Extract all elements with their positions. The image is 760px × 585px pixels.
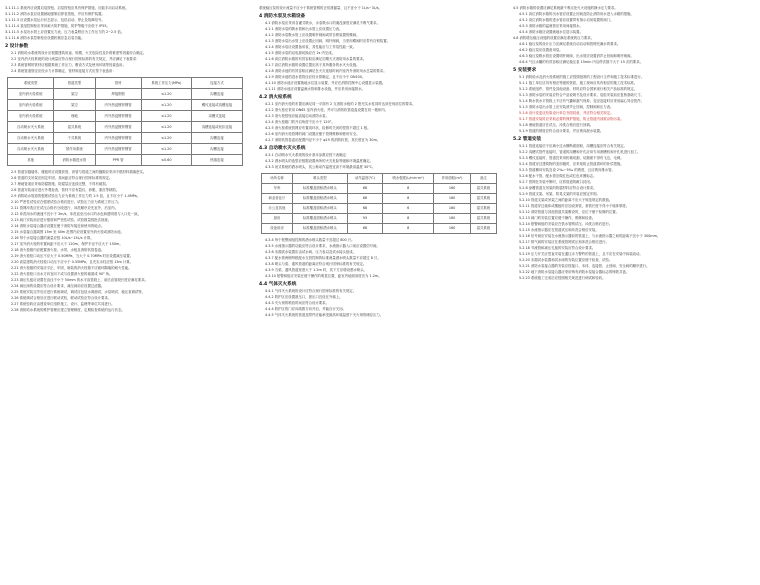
- table-cell: 内外热浸镀锌钢管: [95, 122, 141, 133]
- pipe-material-table: [7, 77, 243, 166]
- text-line: 5.2.10 管道支架或吊架之间的距离不应大于规范规定的数值。: [519, 198, 613, 202]
- text-line: 3.1.11.5 水泵出水管上应设置压力表，压力表量程应为工作压力的 2~2.5 倍。: [5, 30, 125, 34]
- table-cell: 沟槽式连接: [191, 111, 242, 122]
- text-line: 5.2.14 报警阀组的安装应在供水管网试压、冲洗合格后进行。: [519, 222, 613, 226]
- table-header-cell: 连接方式: [191, 78, 242, 89]
- text-line: 2.11 管网冲洗应在试压合格后分段进行，冲洗顺序应先室外、后室内。: [11, 206, 118, 210]
- table-cell: 沟槽连接: [191, 133, 242, 144]
- text-line: 4.2.7 消防软管卷盘应配置内径不小于 φ19 的消防软管，其长度宜为 30m。: [265, 138, 381, 142]
- table-row: [8, 144, 243, 155]
- text-line: 2.18 消火栓箱内应配置消火栓、水带、水枪及消防软管卷盘。: [11, 248, 105, 252]
- text-line: 4.3.1 自动喷水灭火系统的设计基本参数应按下表确定：: [265, 153, 350, 157]
- text-line: 5.2.20 末端试水装置和试水阀的安装位置应便于检查、试验。: [519, 258, 613, 262]
- table-cell: 标准覆盖面积洒水喷头: [292, 184, 347, 194]
- text-line: 4.4.4 防护区的门应向疏散方向开启，并能自行关闭。: [265, 307, 346, 311]
- col3-top-lines: [513, 5, 755, 65]
- table-cell: 内外热浸镀锌钢管: [95, 133, 141, 144]
- table-cell: 160: [434, 214, 470, 224]
- text-line: 5.2.16 信号阀应安装在水流指示器前的管道上，与水流指示器之间的距离不宜小于 300mm。: [519, 234, 661, 238]
- table-cell: 160: [434, 224, 470, 234]
- text-line: 4.1.8 消防水池的有效容积应满足在火灾延续时间内室内外消防用水总量的要求。: [265, 69, 387, 73]
- section-heading: 2 设计参数: [5, 44, 29, 49]
- text-line: 5.1.5 消防水泵出水管上应安装消声止回阀、控制阀和压力表。: [519, 105, 614, 109]
- table-cell: 沟槽连接: [191, 144, 242, 155]
- table-header-cell: 管道类型: [54, 78, 95, 89]
- table-cell: 预作用系统: [54, 144, 95, 155]
- table-cell: 160: [434, 204, 470, 214]
- text-line: 2.3 系统管网的管材应根据系统工作压力、敷设方式及使用环境等因素选用。: [11, 63, 126, 67]
- text-line: 2.17 室外消火栓的布置间距不应大于 120m，保护半径不应大于 150m。: [11, 242, 123, 246]
- table-row: [262, 224, 497, 234]
- table-row: [262, 184, 497, 194]
- text-line: 4.1.10 消防水池应设置就地水位显示装置，并应在消防控制中心设置显示装置。: [265, 81, 386, 85]
- col1-top-lines: [5, 5, 247, 41]
- text-line: 2.12 冲洗用水的流速不宜小于 3m/s，冲洗直至出水口的水色和透明度与入口处一致。: [11, 212, 141, 216]
- col2-lines-2: [259, 101, 501, 143]
- text-line: 2.15 水泵接合器周围 15m 至 40m 范围内应设置室外消火栓或消防水池。: [11, 230, 124, 234]
- text-line: 4.1.4 消防水泵应设置备用泵，其性能应与工作泵性能一致。: [265, 45, 357, 49]
- table-cell: 厨房: [262, 214, 293, 224]
- col1-mid-lines: [5, 50, 247, 74]
- column-right: [513, 5, 755, 581]
- text-line: 4.4.2 防护区应设置泄压口，泄压口宜设在外墙上。: [265, 295, 343, 299]
- section-heading: 5 安装要求: [513, 68, 537, 73]
- col3-lines-2: [513, 143, 755, 281]
- text-line: 4.1.3 消防水泵出水管上应设置止回阀、明杆闸阀，当采用蝶阀时应带有自锁装置。: [265, 39, 390, 43]
- table-cell: 内外热浸镀锌钢管: [95, 111, 141, 122]
- text-line: 2.10 严密性试验应在强度试验合格后进行，试验压力应为系统工作压力。: [11, 200, 122, 204]
- text-line: 2.27 系统验收应由建设单位组织施工、设计、监理等单位共同进行。: [11, 302, 115, 306]
- col2-lines-5: [259, 288, 501, 318]
- text-line: 5.1.9 管道的坡度应符合设计要求，并应坡向泄水装置。: [519, 129, 604, 133]
- highlighted-text-line: 5.1.6 设计变更应经原设计单位书面同意，并应符合相关规定。: [519, 111, 614, 115]
- text-line: 4.3.9 当梁、通风管道宽度大于 1.2m 时，其下方应增设洒水喷头。: [265, 268, 367, 272]
- table-cell: 湿式系统: [470, 204, 496, 214]
- table-cell: 办公及其他: [262, 204, 293, 214]
- text-line: 4.5.2 高位消防水箱的进水管应设置带有指示启闭装置的阀门。: [519, 18, 614, 22]
- text-line: 4.3.7 配水管两侧每根配水支管控制的标准流量洒水喷头数量不应超过 8 只。: [265, 256, 381, 260]
- section-heading: 4 消防水泵及水箱设备: [259, 14, 306, 19]
- col2-lines-1: [259, 20, 501, 92]
- text-line: 4.1.1 消防水泵的吸水管和出水管上应设置压力表。: [265, 27, 343, 31]
- table-cell: 68: [347, 204, 382, 214]
- table-cell: PPR 管: [95, 155, 141, 166]
- table-cell: ≤1.20: [141, 133, 191, 144]
- table-cell: 8: [383, 194, 434, 204]
- text-line: 2.7 埋地管道应采取防腐措施，防腐层应连续完整，不得有破损。: [11, 182, 110, 186]
- col1-bottom-lines: [5, 169, 247, 313]
- text-line: 4.2.5 消火栓系统管网应布置成环状，检修时关闭的竖管不超过 1 根。: [265, 126, 371, 130]
- text-line: 4.3.8 喷头与梁、通风管道的距离应符合现行国家标准的有关规定。: [265, 262, 367, 266]
- text-line: 4.1 消防水泵应采用自灌式吸水，水泵吸水口的淹没深度应满足不吸气要求。: [265, 21, 380, 25]
- table-row: [8, 89, 243, 100]
- table-header-cell: 喷头类型: [292, 174, 347, 184]
- text-line: 5.1.4 吸水管水平管段上不应有气囊和漏气现象，变径连接时应采用偏心异径管件。: [519, 99, 644, 103]
- table-cell: 内外热浸镀锌钢管: [95, 144, 141, 155]
- table-cell: 架空: [54, 100, 95, 111]
- text-line: 5.2.13 阀门的安装位置应便于操作、维修和检查。: [519, 216, 596, 220]
- col3-lines-1: [513, 74, 755, 134]
- table-cell: 湿式系统: [470, 214, 496, 224]
- text-line: 5.1 消防给水及消火栓系统的施工应按照批准的工程设计文件和施工技术标准进行。: [519, 75, 645, 79]
- table-cell: 标准覆盖面积洒水喷头: [292, 204, 347, 214]
- text-line: 4.2.1 室内消火栓的布置应满足同一平面有 2 支消防水枪的 2 股充实水柱同时达到任何部位的要求。: [265, 102, 416, 106]
- table-header-cell: 备注: [470, 174, 496, 184]
- text-line: 4.1.5 消防水泵的双电源切换应在 2s 内完成。: [265, 51, 336, 55]
- column-middle: [259, 5, 501, 581]
- text-line: 2.1 消防给水系统的设计应根据建筑用途、规模、火灾危险性及扑救难度等因素综合确定。: [11, 51, 147, 55]
- table-cell: 沟槽连接或丝扣连接: [191, 122, 242, 133]
- section-heading: 5.2 管道安装: [513, 137, 542, 142]
- text-line: 4.1.2 消防水泵吸水管上应设置明杆闸阀或带自锁装置的蝶阀。: [265, 33, 360, 37]
- text-line: 2.13 阀门安装前应进行强度和严密性试验，试验数量按批次抽查。: [11, 218, 112, 222]
- table-cell: 68: [347, 184, 382, 194]
- table-cell: 车库: [262, 184, 293, 194]
- highlighted-text-line: 5.1.7 管道安装时应采取必要的保护措施，防止管道内部被杂物污染。: [519, 117, 624, 121]
- col2-lines-4: [259, 237, 501, 279]
- text-line: 2.23 减压孔板应设置在直径不小于 50mm 的水平直管段上，前后直管段长度应满足要求。: [11, 278, 148, 282]
- text-line: 5.1.2 系统组件、管件及其他设备、材料应符合国家现行相关产品标准的规定。: [519, 87, 638, 91]
- text-line: 2.28 消防给水系统的维护管理应建立管理制度，定期检查系统的运行状态。: [11, 308, 125, 312]
- text-line: 4.1.7 高位消防水箱的设置位置应高于其所服务的水灭火设施。: [265, 63, 360, 67]
- text-line: 4.2.6 室内消火栓管网的阀门设置应便于管网维修和使用安全。: [265, 132, 360, 136]
- text-line: 5.2.1 管道连接后不应减小过水横断面面积，沟槽连接应符合有关规定。: [519, 144, 628, 148]
- text-line: 2.25 系统安装完毕后应进行系统调试，调试应包括水源测试、水泵调试、稳压泵调试等。: [11, 290, 146, 294]
- text-line: 2.8 管道安装前应进行外观检查，管材不应有裂纹、砂眼、重皮等缺陷。: [11, 188, 120, 192]
- text-line: 2.26 系统调试合格后应进行联动试验，联动试验应符合设计要求。: [11, 296, 112, 300]
- table-cell: 68: [347, 224, 382, 234]
- text-line: 4.4.3 灭火剂的喷放时间应符合设计要求。: [265, 301, 329, 305]
- text-line: 5.1.8 埋地管道应在试压、冲洗合格后进行回填。: [519, 123, 594, 127]
- text-line: 系统稳压泵的设计流量不应小于系统管网的正常泄漏量，且不宜小于 1L/s~3L/s。: [259, 6, 382, 10]
- table-cell: 8: [383, 184, 434, 194]
- text-line: 3.1.11.2 消防水泵应设置就地强制启停泵按钮，并应有保护装置。: [5, 12, 105, 16]
- table-cell: 热熔连接: [191, 155, 242, 166]
- table-cell: ≤1.20: [141, 111, 191, 122]
- text-line: 4.5.4 消防水箱应设置就地水位显示装置。: [519, 30, 583, 34]
- text-line: 2.19 消火栓栓口动压不应大于 0.50MPa，当大于 0.70MPa 时应设置减压装置。: [11, 254, 134, 258]
- table-cell: 设备用房: [262, 224, 293, 234]
- table-cell: 标准覆盖面积洒水喷头: [292, 194, 347, 204]
- text-line: 5.2.8 涂覆管道支吊架的防腐材料应符合设计要求。: [519, 186, 597, 190]
- table-header-cell: 动作温度(℃): [347, 174, 382, 184]
- table-cell: 螺纹连接或沟槽连接: [191, 100, 242, 111]
- table-cell: 160: [434, 194, 470, 204]
- text-line: 5.2.12 消防管道与其他管道共架敷设时，应位于便于检修的位置。: [519, 210, 620, 214]
- text-line: 2.24 减压阀的设置应符合设计要求，减压阀前应设置过滤器。: [11, 284, 105, 288]
- text-line: 2.5 管道穿越墙体、楼板时应设置套管，套管与管道之间的缝隙应采用不燃材料填塞密实。: [11, 170, 147, 174]
- table-cell: 湿式系统: [54, 122, 95, 133]
- section-heading: 4.2 消火栓系统: [259, 95, 292, 100]
- text-line: 4.6.2 稳压泵应设置备用泵。: [519, 48, 563, 52]
- text-line: 4.3.5 水流指示器的功能应符合设计要求，水流指示器入口前应设置信号阀。: [265, 244, 380, 248]
- text-line: 4.1.11 消防水池应设置溢流水管和排水设施，并应采用间接排水。: [265, 87, 366, 91]
- table-cell: 6: [383, 204, 434, 214]
- text-line: 4.6.4 气压水罐的有效容积应满足稳压泵 15min 内启停次数不大于 15 次的要求。: [519, 60, 643, 64]
- text-line: 5.2.15 水流指示器应在管道试压和冲洗合格后安装。: [519, 228, 599, 232]
- text-line: 4.1.6 高位消防水箱的有效容积应满足初期火灾消防用水量的要求。: [265, 57, 367, 61]
- table-cell: ≤1.20: [141, 100, 191, 111]
- text-line: 5.2.4 管道穿过建筑物的变形缝时，应采取防止管道损坏的补偿措施。: [519, 162, 624, 166]
- table-row: [262, 204, 497, 214]
- text-line: 5.2.18 节流管和减压孔板的安装应符合设计要求。: [519, 246, 596, 250]
- table-cell: 商业营业厅: [262, 194, 293, 204]
- text-line: 2.20 高层建筑消火栓栓口动压不应小于 0.35MPa，且充实水柱应按 13m 计算。: [11, 260, 134, 264]
- text-line: 5.2.19 压力开关应竖直安装在通往水力警铃的管道上，且不应在安装中拆装改动。: [519, 252, 643, 256]
- table-cell: ≤1.20: [141, 89, 191, 100]
- table-cell: 自动喷水灭火系统: [8, 122, 54, 133]
- text-line: 2.9 消防给水管道的强度试验压力应为系统工作压力的 1.5 倍，且不应小于 1.4MPa。: [11, 194, 141, 198]
- table-cell: 室内消火栓系统: [8, 100, 54, 111]
- table-header-cell: 系统工作压力(MPa): [141, 78, 191, 89]
- text-line: 5.2.6 配水干管、配水管应做红色或红色环圈标志。: [519, 174, 597, 178]
- table-header-cell: 喷水强度(L/min·m²): [383, 174, 434, 184]
- table-header-row: [8, 78, 243, 89]
- table-cell: 干式系统: [54, 133, 95, 144]
- table-cell: 湿式系统: [470, 184, 496, 194]
- text-line: 2.21 消火栓箱的安装应平正、牢固，暗装的消火栓箱不应破坏隔墙的耐火性能。: [11, 266, 132, 270]
- table-header-cell: 系统类型: [8, 78, 54, 89]
- table-cell: 标准覆盖面积洒水喷头: [292, 224, 347, 234]
- text-line: 3.1.11.3 应设置水泵运行状态显示，包括启动、停止及故障信号。: [5, 18, 105, 22]
- sprinkler-parameter-table: [261, 173, 497, 234]
- section-heading: 4.4 气体灭火系统: [259, 282, 297, 287]
- text-line: 5.1.3 消防水泵的安装应符合产品说明书及设计要求，泵组安装前应复核基础尺寸。: [519, 93, 644, 97]
- table-cell: ≤1.20: [141, 122, 191, 133]
- table-row: [8, 155, 243, 166]
- table-cell: 内外热浸镀锌钢管: [95, 100, 141, 111]
- table-cell: 8: [383, 224, 434, 234]
- text-line: 4.3.10 报警阀组应安装在便于操作的明显位置，距室内地面高度宜为 1.2m。: [265, 274, 382, 278]
- column-left: [5, 5, 247, 581]
- text-line: 4.5 消防水箱的设置应满足系统最不利点处灭火设施的静水压力要求。: [513, 6, 618, 10]
- table-header-cell: 场所名称: [262, 174, 293, 184]
- text-line: 4.5.3 消防水箱的溢流管应采用间接排水。: [519, 24, 583, 28]
- table-cell: 自动喷水灭火系统: [8, 144, 54, 155]
- table-cell: 沟槽连接: [191, 89, 242, 100]
- text-line: 5.2.2 沟槽式管件连接时，管道的沟槽和开孔应用专用滚槽机和开孔机进行加工。: [519, 150, 641, 154]
- text-line: 2.14 消防水泵接合器应设置在便于消防车接近和使用的地点。: [11, 224, 105, 228]
- table-header-cell: 管材: [95, 78, 141, 89]
- table-cell: 消防水箱进水管: [54, 155, 95, 166]
- text-line: 4.6 消防增压稳压设施的设置应满足系统的压力要求。: [513, 36, 595, 40]
- table-cell: 架空: [54, 89, 95, 100]
- table-cell: 湿式系统: [470, 194, 496, 204]
- table-header-cell: 作用面积(m²): [434, 174, 470, 184]
- text-line: 2.22 消火栓栓口出水方向宜向下或与设置消火栓的墙面成 90° 角。: [11, 272, 113, 276]
- text-line: 4.2.4 消火栓箱门的开启角度不应小于 120°。: [265, 120, 335, 124]
- text-line: 4.4.1 气体灭火系统的设计应符合现行国家标准的有关规定。: [265, 289, 357, 293]
- table-cell: ≤1.20: [141, 144, 191, 155]
- table-cell: 湿式系统: [470, 224, 496, 234]
- text-line: 2.6 管道的支吊架应固定牢固，其间距应符合现行国家标准的规定。: [11, 176, 113, 180]
- text-line: 3.1.11.6 消防水泵控制柜应设置机械应急启泵功能。: [5, 36, 85, 40]
- text-line: 4.3.3 闭式系统的洒水喷头，其公称动作温度宜高于环境最高温度 30℃。: [265, 165, 376, 169]
- table-cell: 93: [347, 214, 382, 224]
- table-cell: 其他: [8, 155, 54, 166]
- table-header-row: [262, 174, 497, 184]
- text-line: 4.3.2 洒水喷头的选型应根据设置场所的火灾危险等级和环境温度确定。: [265, 159, 374, 163]
- table-cell: 室内消火栓系统: [8, 111, 54, 122]
- table-cell: 埋地: [54, 111, 95, 122]
- text-line: 4.2.3 消火栓按钮应能直接启动消防水泵。: [265, 114, 329, 118]
- text-line: 5.1.1 施工单位应具有相应等级的资质，施工现场应具有相应的施工技术标准。: [519, 81, 638, 85]
- text-line: 5.2.23 系统施工完成后应按照相关规范进行调试和验收。: [519, 276, 606, 280]
- table-cell: ≤0.60: [141, 155, 191, 166]
- text-line: 3.1.11.4 泵组控制柜应采用耐火防护措施，防护等级不应低于 IP55。: [5, 24, 110, 28]
- text-line: 5.2.11 管道穿过墙体或楼板时应加设套管，套管长度不得小于墙体厚度。: [519, 204, 630, 208]
- text-line: 2.2 室内消火栓系统的设计流量应符合现行国家标准的有关规定，并应满足下表要求：: [11, 57, 140, 61]
- text-line: 4.4.5 气体灭火系统的管道及附件应能承受最高环境温度下灭火剂的储存压力。: [265, 313, 384, 317]
- table-row: [262, 214, 497, 224]
- text-line: 2.16 每个水泵接合器的流量应按 10L/s~15L/s 计算。: [11, 236, 94, 240]
- text-line: 4.6.3 稳压泵吸水管应设置明杆闸阀，出水管应设置消声止回阀和明杆闸阀。: [519, 54, 634, 58]
- text-line: 5.2.9 管道支架、吊架、防晃支架的安装应固定牢固。: [519, 192, 600, 196]
- table-cell: 标准覆盖面积洒水喷头: [292, 214, 347, 224]
- text-line: 5.2.17 排气阀的安装应在系统管网试压和冲洗合格后进行。: [519, 240, 609, 244]
- text-line: 5.2.3 螺纹连接时，管道宜采用机械切割，切割面不得有飞边、毛刺。: [519, 156, 624, 160]
- table-row: [262, 194, 497, 204]
- text-line: 5.2.5 管道横向安装宜设 2‰~5‰ 的坡度，且应坡向排水管。: [519, 168, 615, 172]
- table-cell: 室内消火栓系统: [8, 89, 54, 100]
- table-row: [8, 111, 243, 122]
- table-row: [8, 100, 243, 111]
- text-line: 5.2.22 地下消防水泵接合器应采用铸有消防水泵接合器标志的铸铁井盖。: [519, 270, 630, 274]
- table-row: [8, 122, 243, 133]
- text-line: 5.2.7 管网在安装中断时，应将管道的敞口封闭。: [519, 180, 594, 184]
- section-heading: 4.3 自动喷水灭火系统: [259, 146, 306, 151]
- table-cell: 160: [434, 184, 470, 194]
- text-line: 3.1.11.1 系统内应设置启泵按钮，启泵按钮应具有保护措施，应能手动启动系统。: [5, 6, 129, 10]
- table-cell: 焊接钢管: [95, 89, 141, 100]
- col2-lines-3: [259, 152, 501, 170]
- text-line: 4.1.9 消防水池的进水管管径应经计算确定，且不应小于 DN100。: [265, 75, 366, 79]
- text-line: 4.5.1 高位消防水箱的出水管应设置止回阀及防止消防用水进入水箱的措施。: [519, 12, 634, 16]
- text-line: 2.4 系统管道管径应经水力计算确定，管材和连接方式应按下表选用：: [11, 69, 116, 73]
- text-line: 4.6.1 稳压泵的设计压力应满足系统自动启动和管网充满水的要求。: [519, 42, 621, 46]
- table-row: [8, 133, 243, 144]
- text-line: 4.3.6 末端试水装置应由试水阀、压力表以及试水接头组成。: [265, 250, 357, 254]
- table-cell: 8: [383, 214, 434, 224]
- table-cell: 68: [347, 194, 382, 204]
- text-line: 5.2.21 消防水泵接合器的安装应按接口、本体、连接管、止回阀、安全阀的顺序进行。: [519, 264, 650, 268]
- text-line: 4.2.2 消火栓应采用 DN65 室内消火栓，并可与消防软管卷盘设置在同一箱体内。: [265, 108, 389, 112]
- table-cell: 自动喷水灭火系统: [8, 133, 54, 144]
- text-line: 4.3.4 每个报警阀组控制的洒水喷头数量不宜超过 800 只。: [265, 238, 355, 242]
